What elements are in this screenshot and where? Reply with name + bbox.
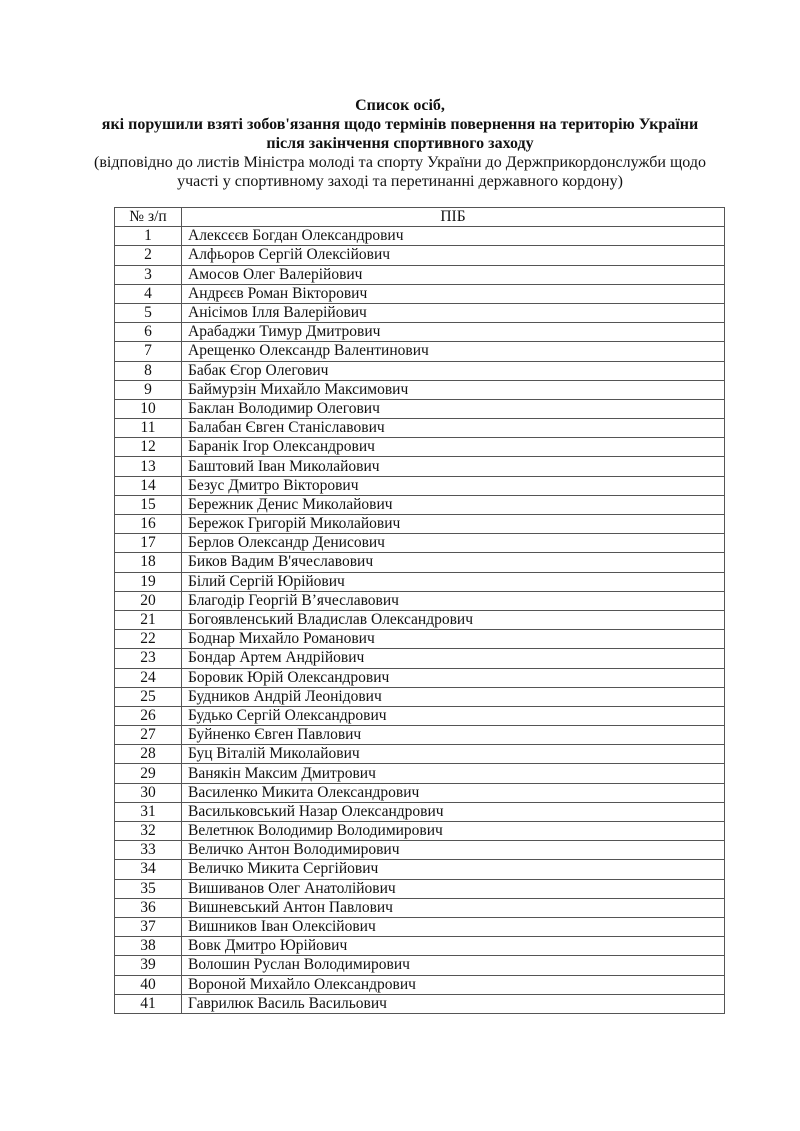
table-row	[115, 802, 725, 821]
person-name: Баранік Ігор Олександрович	[182, 438, 725, 457]
document-title: Список осіб,	[355, 97, 445, 114]
person-name: Волошин Руслан Володимирович	[182, 956, 725, 975]
column-header-number: № з/п	[115, 208, 182, 227]
table-row	[115, 879, 725, 898]
table-row	[115, 706, 725, 725]
table-row	[115, 284, 725, 303]
table-row	[115, 994, 725, 1013]
person-name: Величко Микита Сергійович	[182, 860, 725, 879]
table-row	[115, 783, 725, 802]
row-number: 32	[115, 822, 182, 841]
table-row	[115, 860, 725, 879]
table-row	[115, 380, 725, 399]
person-name: Благодір Георгій В’ячеславович	[182, 591, 725, 610]
table-row	[115, 822, 725, 841]
row-number: 39	[115, 956, 182, 975]
person-name: Арещенко Олександр Валентинович	[182, 342, 725, 361]
document-subtitle-line-2: після закінчення спортивного заходу	[266, 135, 534, 152]
person-name: Биков Вадим В'ячеславович	[182, 553, 725, 572]
row-number: 12	[115, 438, 182, 457]
row-number: 35	[115, 879, 182, 898]
row-number: 2	[115, 246, 182, 265]
table-row	[115, 399, 725, 418]
row-number: 33	[115, 841, 182, 860]
table-row	[115, 975, 725, 994]
person-name: Баймурзін Михайло Максимович	[182, 380, 725, 399]
row-number: 4	[115, 284, 182, 303]
table-row	[115, 917, 725, 936]
person-name: Безус Дмитро Вікторович	[182, 476, 725, 495]
table-row	[115, 726, 725, 745]
person-name: Боднар Михайло Романович	[182, 630, 725, 649]
row-number: 14	[115, 476, 182, 495]
table-row	[115, 227, 725, 246]
person-name: Буц Віталій Миколайович	[182, 745, 725, 764]
row-number: 16	[115, 515, 182, 534]
person-name: Амосов Олег Валерійович	[182, 265, 725, 284]
row-number: 36	[115, 898, 182, 917]
person-name: Балабан Євген Станіславович	[182, 419, 725, 438]
table-row	[115, 591, 725, 610]
row-number: 3	[115, 265, 182, 284]
document-note-line-1: (відповідно до листів Міністра молоді та спорту України до Держприкордонслужби щодо	[94, 154, 706, 171]
person-name: Баштовий Іван Миколайович	[182, 457, 725, 476]
table-row	[115, 361, 725, 380]
row-number: 21	[115, 610, 182, 629]
table-header-row	[115, 208, 725, 227]
table-row	[115, 246, 725, 265]
person-name: Ванякін Максим Дмитрович	[182, 764, 725, 783]
person-name: Берлов Олександр Денисович	[182, 534, 725, 553]
table-row	[115, 534, 725, 553]
row-number: 40	[115, 975, 182, 994]
row-number: 37	[115, 917, 182, 936]
row-number: 28	[115, 745, 182, 764]
column-header-name: ПІБ	[182, 208, 725, 227]
table-row	[115, 841, 725, 860]
table-row	[115, 687, 725, 706]
table-row	[115, 572, 725, 591]
table-body	[115, 227, 725, 1014]
row-number: 27	[115, 726, 182, 745]
table-row	[115, 898, 725, 917]
person-name: Гаврилюк Василь Васильович	[182, 994, 725, 1013]
persons-table	[114, 207, 725, 1014]
table-row	[115, 553, 725, 572]
table-row	[115, 937, 725, 956]
document-subtitle-line-1: які порушили взяті зобов'язання щодо термінів повернення на територію України	[101, 116, 699, 133]
row-number: 31	[115, 802, 182, 821]
table-row	[115, 495, 725, 514]
person-name: Вишневський Антон Павлович	[182, 898, 725, 917]
person-name: Велетнюк Володимир Володимирович	[182, 822, 725, 841]
row-number: 1	[115, 227, 182, 246]
table-row	[115, 515, 725, 534]
person-name: Баклан Володимир Олегович	[182, 399, 725, 418]
person-name: Будников Андрій Леонідович	[182, 687, 725, 706]
row-number: 19	[115, 572, 182, 591]
row-number: 7	[115, 342, 182, 361]
row-number: 9	[115, 380, 182, 399]
person-name: Вороной Михайло Олександрович	[182, 975, 725, 994]
row-number: 6	[115, 323, 182, 342]
table-row	[115, 303, 725, 322]
row-number: 11	[115, 419, 182, 438]
row-number: 26	[115, 706, 182, 725]
table-row	[115, 438, 725, 457]
row-number: 18	[115, 553, 182, 572]
table-row	[115, 265, 725, 284]
person-name: Будько Сергій Олександрович	[182, 706, 725, 725]
table-row	[115, 342, 725, 361]
row-number: 41	[115, 994, 182, 1013]
person-name: Величко Антон Володимирович	[182, 841, 725, 860]
person-name: Вишников Іван Олексійович	[182, 917, 725, 936]
row-number: 10	[115, 399, 182, 418]
person-name: Анісімов Ілля Валерійович	[182, 303, 725, 322]
table-row	[115, 323, 725, 342]
person-name: Бережник Денис Миколайович	[182, 495, 725, 514]
person-name: Вовк Дмитро Юрійович	[182, 937, 725, 956]
person-name: Алфьоров Сергій Олексійович	[182, 246, 725, 265]
person-name: Бережок Григорій Миколайович	[182, 515, 725, 534]
table-row	[115, 649, 725, 668]
person-name: Алексєєв Богдан Олександрович	[182, 227, 725, 246]
row-number: 34	[115, 860, 182, 879]
table-row	[115, 745, 725, 764]
document-note-line-2: участі у спортивному заході та перетинанні державного кордону)	[177, 173, 623, 190]
person-name: Богоявленський Владислав Олександрович	[182, 610, 725, 629]
row-number: 22	[115, 630, 182, 649]
person-name: Бабак Єгор Олегович	[182, 361, 725, 380]
row-number: 38	[115, 937, 182, 956]
row-number: 15	[115, 495, 182, 514]
row-number: 5	[115, 303, 182, 322]
row-number: 8	[115, 361, 182, 380]
row-number: 20	[115, 591, 182, 610]
person-name: Білий Сергій Юрійович	[182, 572, 725, 591]
person-name: Васильковський Назар Олександрович	[182, 802, 725, 821]
row-number: 17	[115, 534, 182, 553]
row-number: 13	[115, 457, 182, 476]
table-row	[115, 476, 725, 495]
person-name: Вишиванов Олег Анатолійович	[182, 879, 725, 898]
row-number: 23	[115, 649, 182, 668]
row-number: 29	[115, 764, 182, 783]
table-row	[115, 630, 725, 649]
table-row	[115, 668, 725, 687]
row-number: 25	[115, 687, 182, 706]
table-row	[115, 956, 725, 975]
table-row	[115, 419, 725, 438]
person-name: Бондар Артем Андрійович	[182, 649, 725, 668]
person-name: Андрєєв Роман Вікторович	[182, 284, 725, 303]
person-name: Буйненко Євген Павлович	[182, 726, 725, 745]
table-row	[115, 610, 725, 629]
row-number: 24	[115, 668, 182, 687]
person-name: Василенко Микита Олександрович	[182, 783, 725, 802]
person-name: Арабаджи Тимур Дмитрович	[182, 323, 725, 342]
row-number: 30	[115, 783, 182, 802]
table-row	[115, 457, 725, 476]
table-row	[115, 764, 725, 783]
document-header	[60, 96, 740, 191]
person-name: Боровик Юрій Олександрович	[182, 668, 725, 687]
